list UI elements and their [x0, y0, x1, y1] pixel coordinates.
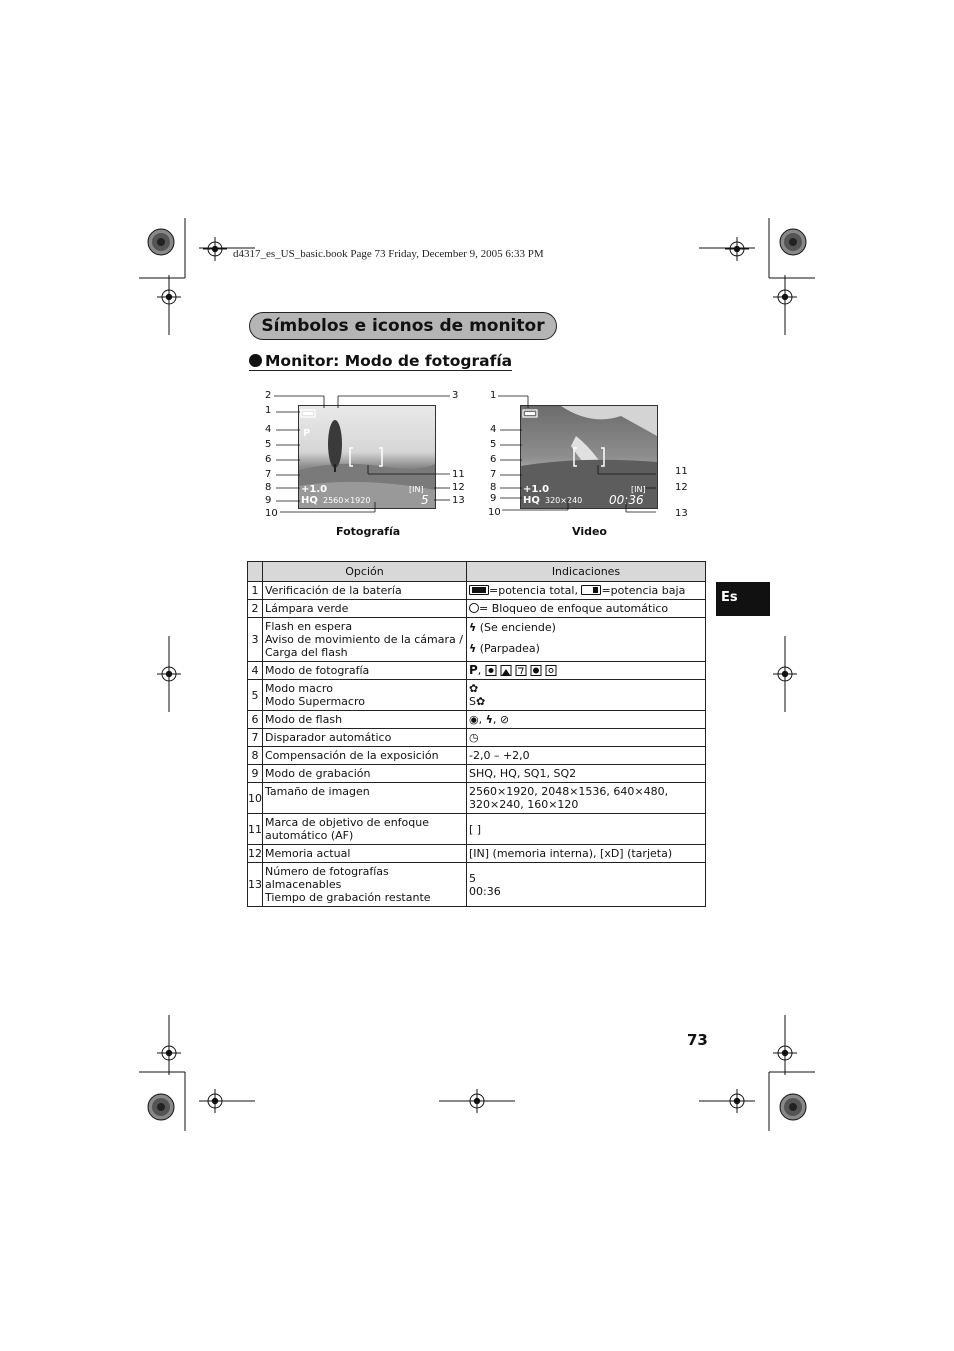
photo-osd-count: 5 [421, 493, 429, 507]
scene-mode-icons [485, 665, 557, 676]
photo-callout-8: 8 [265, 482, 272, 493]
table-row: 6 Modo de flash ◉, ϟ, ⊘ [248, 711, 706, 729]
photo-callout-5: 5 [265, 439, 272, 450]
battery-low-icon [581, 585, 601, 595]
video-callout-10: 10 [488, 507, 501, 518]
header-indications: Indicaciones [467, 562, 706, 582]
table-row: 12 Memoria actual [IN] (memoria interna), [xD] (tarjeta) [248, 845, 706, 863]
table-row: 5 Modo macro Modo Supermacro ✿ S✿ [248, 680, 706, 711]
self-timer-icon: ◷ [469, 731, 479, 744]
flash-fill-icon: ϟ [485, 713, 493, 726]
table-row: 13 Número de fotografías almacenables Tiempo de grabación restante 5 00:36 [248, 863, 706, 907]
photo-callout-4: 4 [265, 424, 272, 435]
photo-callout-12: 12 [452, 482, 465, 493]
video-callout-11: 11 [675, 466, 688, 477]
supermacro-icon: S✿ [469, 695, 486, 708]
photo-osd-quality: HQ [301, 495, 318, 506]
program-mode-icon: P [469, 663, 478, 677]
video-callout-6: 6 [490, 454, 497, 465]
video-caption: Video [572, 525, 607, 538]
video-callout-7: 7 [490, 469, 497, 480]
battery-full-icon [469, 585, 489, 595]
page-number: 73 [687, 1031, 708, 1049]
photo-callout-10: 10 [265, 508, 278, 519]
photo-callout-9: 9 [265, 495, 272, 506]
video-osd-exposure: +1.0 [523, 484, 550, 495]
macro-icon: ✿ [469, 682, 479, 695]
photo-callout-7: 7 [265, 469, 272, 480]
flash-blink-icon: ϟ [469, 642, 477, 655]
language-tab: Es [716, 582, 770, 616]
options-table [247, 561, 706, 907]
print-header: d4317_es_US_basic.book Page 73 Friday, December 9, 2005 6:33 PM [233, 248, 544, 260]
section-heading: Monitor: Modo de fotografía [249, 352, 512, 371]
table-header-row [248, 562, 706, 582]
video-callout-4: 4 [490, 424, 497, 435]
photo-callout-3: 3 [452, 390, 459, 401]
photo-callout-11: 11 [452, 469, 465, 480]
video-osd-time: 00:36 [609, 493, 644, 507]
svg-text:P: P [303, 428, 311, 439]
table-row: 3 Flash en espera Aviso de movimiento de la cámara / Carga del flash ϟ (Se enciende) ϟ (Parpadea) [248, 618, 706, 662]
video-osd-quality: HQ [523, 495, 540, 506]
flash-icon: ϟ [469, 621, 477, 634]
table-row: 9 Modo de grabación SHQ, HQ, SQ1, SQ2 [248, 765, 706, 783]
page-title: Símbolos e iconos de monitor [249, 312, 557, 340]
video-callout-lines [488, 390, 688, 525]
table-row: 8 Compensación de la exposición -2,0 – +2,0 [248, 747, 706, 765]
flash-off-icon: ⊘ [499, 713, 510, 726]
video-callout-1: 1 [490, 390, 497, 401]
photo-callout-6: 6 [265, 454, 272, 465]
photo-osd-exposure: +1.0 [301, 484, 328, 495]
photo-osd-memory: [IN] [409, 485, 424, 494]
photo-callout-13: 13 [452, 495, 465, 506]
video-callout-8: 8 [490, 482, 497, 493]
table-row: 4 Modo de fotografía P, [248, 662, 706, 680]
video-callout-5: 5 [490, 439, 497, 450]
table-row: 11 Marca de objetivo de enfoque automático (AF) [ ] [248, 814, 706, 845]
photo-caption: Fotografía [336, 525, 401, 538]
video-callout-12: 12 [675, 482, 688, 493]
video-osd-size: 320×240 [545, 496, 583, 505]
photo-osd-size: 2560×1920 [323, 496, 371, 505]
photo-callout-2: 2 [265, 390, 272, 401]
bullet-icon [249, 354, 262, 367]
header-option: Opción [263, 562, 467, 582]
table-row: 2 Lámpara verde = Bloqueo de enfoque automático [248, 600, 706, 618]
video-osd-memory: [IN] [631, 485, 646, 494]
video-callout-9: 9 [490, 493, 497, 504]
table-row: 10 Tamaño de imagen 2560×1920, 2048×1536, 640×480, 320×240, 160×120 [248, 783, 706, 814]
photo-callout-lines [260, 390, 475, 525]
table-row: 1 Verificación de la batería =potencia total, =potencia baja [248, 582, 706, 600]
video-callout-13: 13 [675, 508, 688, 519]
table-row: 7 Disparador automático ◷ [248, 729, 706, 747]
red-eye-icon: ◉ [469, 713, 479, 726]
photo-callout-1: 1 [265, 405, 272, 416]
green-lamp-icon [469, 603, 479, 613]
